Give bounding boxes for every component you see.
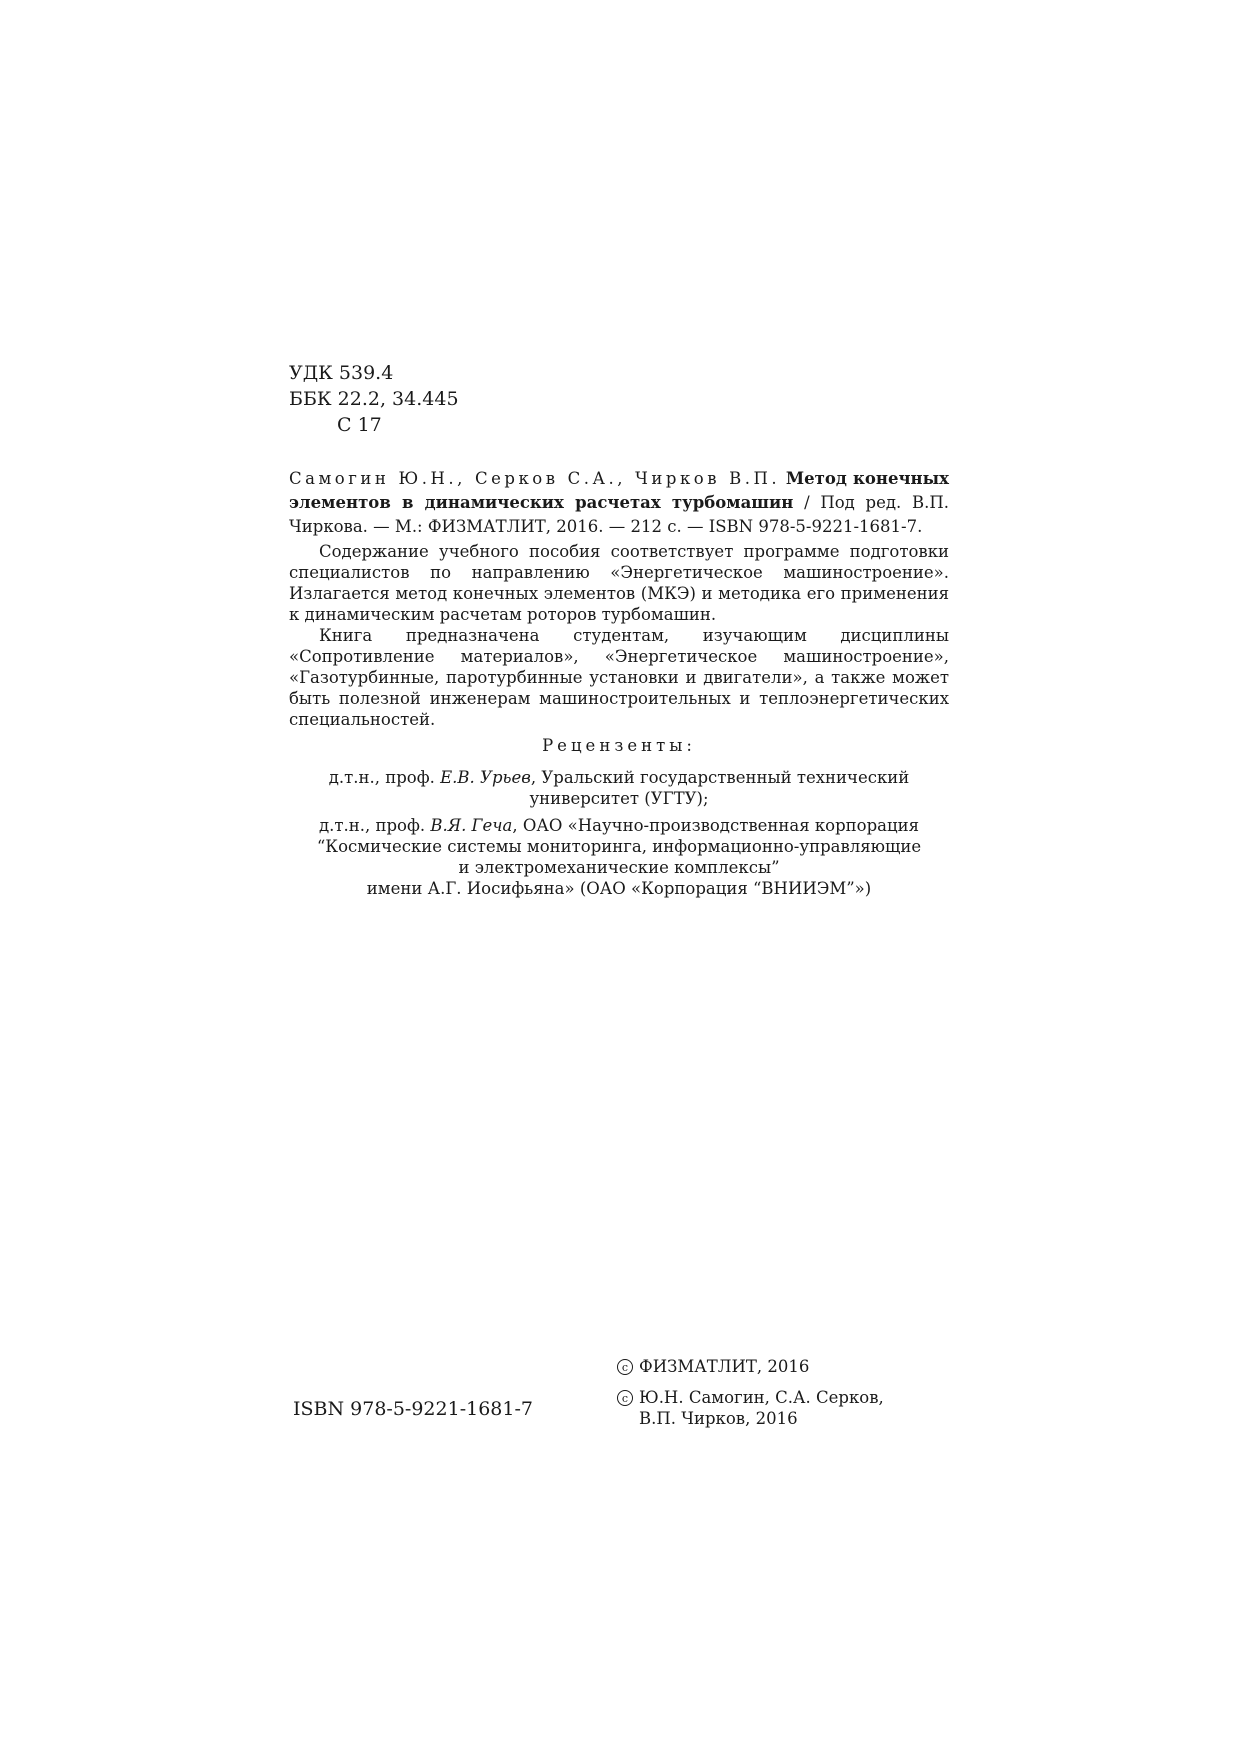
isbn-number: ISBN 978-5-9221-1681-7 [293, 1398, 533, 1420]
reviewer-entry-2 [289, 815, 949, 899]
reviewer-1-org-line-2: университет (УГТУ); [529, 789, 709, 808]
bibliographic-record [289, 467, 949, 539]
reviewer-2-name: В.Я. Геча [430, 816, 513, 835]
reviewer-2-org-line-3: и электромеханические комплексы” [458, 858, 780, 877]
copyright-publisher [617, 1356, 884, 1377]
classification-block [289, 360, 459, 438]
reviewer-2-org-line-4: имени А.Г. Иосифьяна» (ОАО «Корпорация “ВНИИЭМ”») [366, 879, 872, 898]
reviewer-2-org-line-1: , ОАО «Научно-производственная корпорация [512, 816, 920, 835]
copyright-authors-line-1: Ю.Н. Самогин, С.А. Серков, [639, 1388, 884, 1407]
reviewer-2-org-line-2: “Космические системы мониторинга, информационно-управляющие [316, 837, 922, 856]
udk-code: УДК 539.4 [289, 362, 394, 384]
reviewer-1-degree: д.т.н., проф. [328, 768, 435, 787]
copyright-publisher-text: ФИЗМАТЛИТ, 2016 [639, 1357, 810, 1376]
book-authors: Самогин Ю.Н., Серков С.А., Чирков В.П. [289, 469, 781, 488]
reviewer-1-name: Е.В. Урьев [440, 768, 531, 787]
reviewer-entry-1 [289, 767, 949, 809]
reviewers-heading: Рецензенты: [542, 736, 696, 755]
abstract-paragraph-audience: Книга предназначена студентам, изучающим дисциплины «Сопротивление материалов», «Энергетическое машиностроение», «Газотурбинные, паротурбинные установки и двигатели», а также может быть полезной инженерам машиностроительных и теплоэнергетических специальностей. [289, 626, 949, 729]
bbk-code: ББК 22.2, 34.445 [289, 388, 459, 410]
copyright-authors [617, 1387, 884, 1429]
abstract-block [289, 541, 949, 730]
reviewer-1-org-line-1: , Уральский государственный технический [530, 768, 910, 787]
book-title: Метод конечных элементов в динамических расчетах турбомашин [289, 469, 949, 512]
copyright-icon: c [617, 1390, 633, 1406]
copyright-block [617, 1356, 884, 1439]
publication-details: / Под ред. В.П. Чиркова. — М.: ФИЗМАТЛИТ, 2016. — 212 с. — ISBN 978-5-9221-1681-7. [289, 493, 950, 536]
reviewer-2-degree: д.т.н., проф. [318, 816, 426, 835]
copyright-icon: c [617, 1359, 633, 1375]
abstract-paragraph-content: Содержание учебного пособия соответствует программе подготовки специалистов по направлению «Энергетическое машиностроение». Излагается метод конечных элементов (МКЭ) и методика его применения к динамическим расчетам роторов турбомашин. [289, 542, 949, 624]
author-mark: С 17 [337, 414, 382, 436]
copyright-authors-line-2: В.П. Чирков, 2016 [639, 1409, 798, 1428]
